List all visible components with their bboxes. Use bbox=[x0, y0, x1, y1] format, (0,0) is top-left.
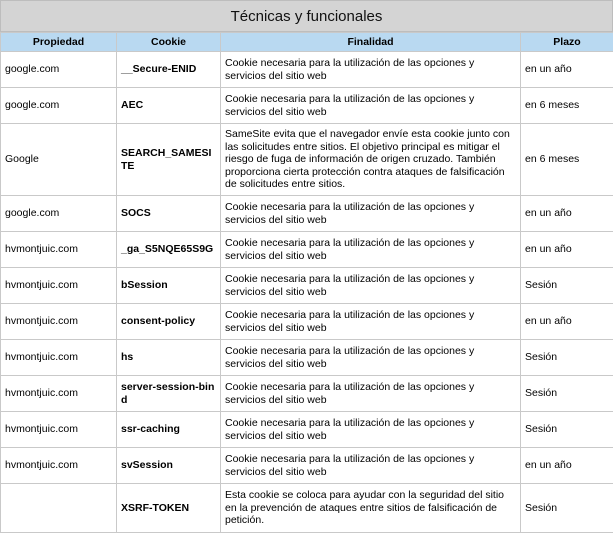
header-term: Plazo bbox=[521, 33, 613, 52]
cell-cookie: __Secure-ENID bbox=[117, 52, 221, 88]
table-row bbox=[1, 304, 613, 340]
cell-term: Sesión bbox=[521, 340, 613, 376]
cell-cookie: bSession bbox=[117, 268, 221, 304]
cell-term: Sesión bbox=[521, 376, 613, 412]
cell-purpose: Cookie necesaria para la utilización de las opciones y servicios del sitio web bbox=[221, 376, 521, 412]
cell-property: hvmontjuic.com bbox=[1, 376, 117, 412]
cell-property: google.com bbox=[1, 196, 117, 232]
table-row bbox=[1, 232, 613, 268]
table-row bbox=[1, 340, 613, 376]
cell-property: Google bbox=[1, 124, 117, 196]
cell-term: en un año bbox=[521, 196, 613, 232]
cell-term: Sesión bbox=[521, 484, 613, 533]
cell-cookie: svSession bbox=[117, 448, 221, 484]
cell-property: hvmontjuic.com bbox=[1, 340, 117, 376]
table-row bbox=[1, 268, 613, 304]
cell-cookie: AEC bbox=[117, 88, 221, 124]
table-row bbox=[1, 484, 613, 533]
header-purpose: Finalidad bbox=[221, 33, 521, 52]
table-row bbox=[1, 376, 613, 412]
cookie-table bbox=[0, 32, 613, 533]
cell-term: en un año bbox=[521, 304, 613, 340]
cell-cookie: _ga_S5NQE65S9G bbox=[117, 232, 221, 268]
cell-term: Sesión bbox=[521, 412, 613, 448]
table-row bbox=[1, 124, 613, 196]
cell-term: en un año bbox=[521, 448, 613, 484]
cell-purpose: Cookie necesaria para la utilización de las opciones y servicios del sitio web bbox=[221, 268, 521, 304]
table-header-row bbox=[1, 33, 613, 52]
cell-property: google.com bbox=[1, 88, 117, 124]
cell-property: hvmontjuic.com bbox=[1, 268, 117, 304]
cell-purpose: Cookie necesaria para la utilización de las opciones y servicios del sitio web bbox=[221, 232, 521, 268]
cell-property: hvmontjuic.com bbox=[1, 412, 117, 448]
cell-term: Sesión bbox=[521, 268, 613, 304]
cell-cookie: hs bbox=[117, 340, 221, 376]
table-row bbox=[1, 52, 613, 88]
cell-purpose: Cookie necesaria para la utilización de las opciones y servicios del sitio web bbox=[221, 304, 521, 340]
cell-purpose: Cookie necesaria para la utilización de las opciones y servicios del sitio web bbox=[221, 340, 521, 376]
cell-cookie: ssr-caching bbox=[117, 412, 221, 448]
cell-cookie: SEARCH_SAMESITE bbox=[117, 124, 221, 196]
cell-term: en un año bbox=[521, 52, 613, 88]
table-row bbox=[1, 448, 613, 484]
cell-purpose: Cookie necesaria para la utilización de las opciones y servicios del sitio web bbox=[221, 196, 521, 232]
cell-term: en un año bbox=[521, 232, 613, 268]
cell-property bbox=[1, 484, 117, 533]
cell-purpose: Cookie necesaria para la utilización de las opciones y servicios del sitio web bbox=[221, 412, 521, 448]
cell-purpose: Cookie necesaria para la utilización de las opciones y servicios del sitio web bbox=[221, 448, 521, 484]
cell-term: en 6 meses bbox=[521, 88, 613, 124]
header-property: Propiedad bbox=[1, 33, 117, 52]
table-row bbox=[1, 412, 613, 448]
cell-cookie: server-session-bind bbox=[117, 376, 221, 412]
cell-term: en 6 meses bbox=[521, 124, 613, 196]
cell-cookie: SOCS bbox=[117, 196, 221, 232]
cell-purpose: Esta cookie se coloca para ayudar con la seguridad del sitio en la prevención de ataques entre sitios de falsificación de petición. bbox=[221, 484, 521, 533]
cell-property: hvmontjuic.com bbox=[1, 304, 117, 340]
cell-purpose: Cookie necesaria para la utilización de las opciones y servicios del sitio web bbox=[221, 88, 521, 124]
cell-purpose: Cookie necesaria para la utilización de las opciones y servicios del sitio web bbox=[221, 52, 521, 88]
table-row bbox=[1, 88, 613, 124]
header-cookie: Cookie bbox=[117, 33, 221, 52]
cell-cookie: XSRF-TOKEN bbox=[117, 484, 221, 533]
cell-property: hvmontjuic.com bbox=[1, 232, 117, 268]
cell-property: google.com bbox=[1, 52, 117, 88]
cell-purpose: SameSite evita que el navegador envíe esta cookie junto con las solicitudes entre sitios. El objetivo principal es mitigar el riesgo de fuga de información de origen cruzado. También proporciona cierta protección contra ataques de falsificación de solicitudes entre sitios. bbox=[221, 124, 521, 196]
table-row bbox=[1, 196, 613, 232]
section-title: Técnicas y funcionales bbox=[0, 0, 613, 32]
cell-property: hvmontjuic.com bbox=[1, 448, 117, 484]
cell-cookie: consent-policy bbox=[117, 304, 221, 340]
